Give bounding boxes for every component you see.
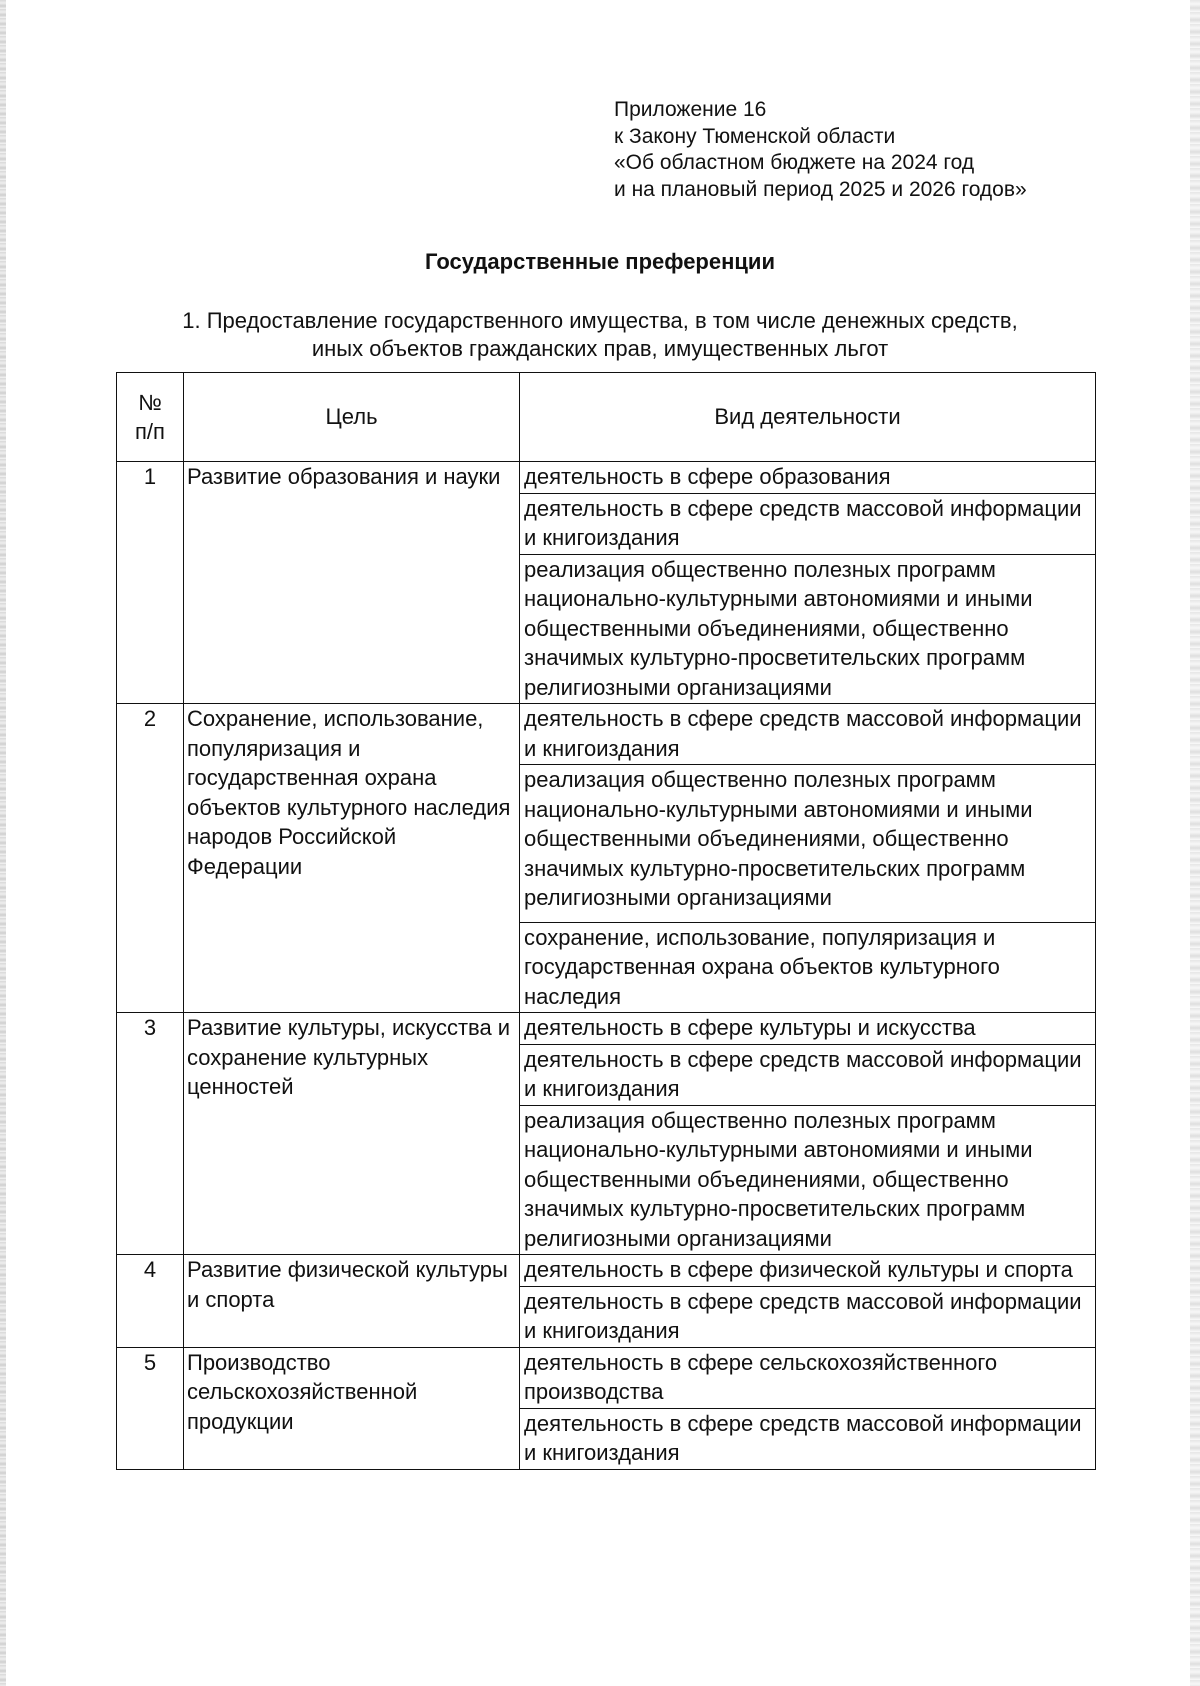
document-title: Государственные преференции — [425, 249, 775, 274]
row-number: 5 — [117, 1347, 184, 1469]
row-number: 2 — [117, 704, 184, 1013]
row-activity: сохранение, использование, популяризация и государственная охрана объектов культурного наследия — [520, 922, 1096, 1013]
row-number: 3 — [117, 1013, 184, 1255]
row-activity: деятельность в сфере культуры и искусства — [520, 1013, 1096, 1045]
table-row — [117, 1013, 1096, 1045]
row-activity: реализация общественно полезных программ национально-культурными автономиями и иными общественными объединениями, общественно значимых культурно-просветительских программ религиозными организациями — [520, 554, 1096, 704]
row-goal: Сохранение, использование, популяризация и государственная охрана объектов культурного наследия народов Российской Федерации — [184, 704, 520, 1013]
appendix-line: Приложение 16 — [614, 98, 767, 121]
row-number: 4 — [117, 1255, 184, 1348]
table-row — [117, 462, 1096, 494]
table-row — [117, 1255, 1096, 1287]
row-number: 1 — [117, 462, 184, 704]
appendix-line: «Об областном бюджете на 2024 год — [614, 151, 975, 174]
header-number — [117, 373, 184, 462]
row-goal: Развитие культуры, искусства и сохранение культурных ценностей — [184, 1013, 520, 1255]
row-activity: реализация общественно полезных программ национально-культурными автономиями и иными общественными объединениями, общественно значимых культурно-просветительских программ религиозными организациями — [520, 1105, 1096, 1255]
row-activity: деятельность в сфере средств массовой информации и книгоиздания — [520, 704, 1096, 765]
row-goal: Развитие физической культуры и спорта — [184, 1255, 520, 1348]
header-goal: Цель — [184, 373, 520, 462]
header-number-line2: п/п — [135, 419, 165, 444]
row-activity: реализация общественно полезных программ национально-культурными автономиями и иными общественными объединениями, общественно значимых культурно-просветительских программ религиозными организациями — [520, 765, 1096, 923]
section-title-line: 1. Предоставление государственного имущества, в том числе денежных средств, — [182, 308, 1018, 333]
section-title — [0, 307, 1200, 363]
appendix-line: к Закону Тюменской области — [614, 124, 896, 148]
table-row — [117, 1347, 1096, 1408]
row-activity: деятельность в сфере сельскохозяйственного производства — [520, 1347, 1096, 1408]
table-header-row — [117, 373, 1096, 462]
row-activity: деятельность в сфере средств массовой информации и книгоиздания — [520, 493, 1096, 554]
table-row — [117, 704, 1096, 765]
row-activity: деятельность в сфере средств массовой информации и книгоиздания — [520, 1408, 1096, 1469]
preferences-table — [116, 372, 1096, 1470]
header-activity: Вид деятельности — [520, 373, 1096, 462]
header-number-line1: № — [138, 389, 162, 415]
row-activity: деятельность в сфере образования — [520, 462, 1096, 494]
row-activity: деятельность в сфере средств массовой информации и книгоиздания — [520, 1286, 1096, 1347]
appendix-header — [614, 97, 1027, 203]
row-goal: Развитие образования и науки — [184, 462, 520, 704]
row-activity: деятельность в сфере физической культуры и спорта — [520, 1255, 1096, 1287]
row-goal: Производство сельскохозяйственной продукции — [184, 1347, 520, 1469]
row-activity: деятельность в сфере средств массовой информации и книгоиздания — [520, 1044, 1096, 1105]
appendix-line: и на плановый период 2025 и 2026 годов» — [614, 177, 1027, 201]
section-title-line: иных объектов гражданских прав, имущественных льгот — [311, 336, 889, 361]
